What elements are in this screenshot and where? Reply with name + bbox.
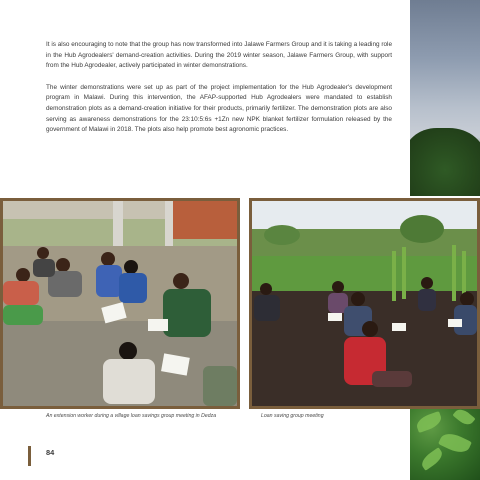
paragraph-2: The winter demonstrations were set up as part of the project implementation for the Hub Agrodealer's development program in Malawi. During this intervention, the AFAP-supported Hub Agrodealers were mandated to establish demonstration plots as a demand-creation initiative for their products, primarily fertilizer. The demonstration plots are also serving as awareness demonstrations for the 23:10:5:6s +1Zn new NPK blanket fertilizer formulation released by the government of Malawi in 2018. The plots also help promote best agronomic practices. <box>46 83 392 134</box>
caption-right-photo: Loan saving group meeting <box>261 413 324 419</box>
caption-left-photo: An extension worker during a village loan savings group meeting in Dedza <box>46 413 217 419</box>
photo-loan-saving-group <box>249 198 480 409</box>
body-text <box>46 40 392 147</box>
paragraph-1: It is also encouraging to note that the group has now transformed into Jalawe Farmers Group and it is taking a leading role in the Hub Agrodealers' demand-creation activities. During the 2019 winter season, Jalawe Farmers Group, with support from the Hub Agrodealer, actively participated in winter demonstrations. <box>46 41 392 70</box>
page-number: 84 <box>46 448 55 457</box>
photo-extension-worker-meeting <box>0 198 240 409</box>
meeting-scene-illustration <box>3 201 237 406</box>
page-number-accent-bar <box>28 446 31 466</box>
decorative-sky-tree-photo <box>410 0 480 196</box>
field-meeting-illustration <box>252 201 477 406</box>
decorative-leaves-photo <box>410 405 480 480</box>
tree-canopy <box>410 128 480 196</box>
